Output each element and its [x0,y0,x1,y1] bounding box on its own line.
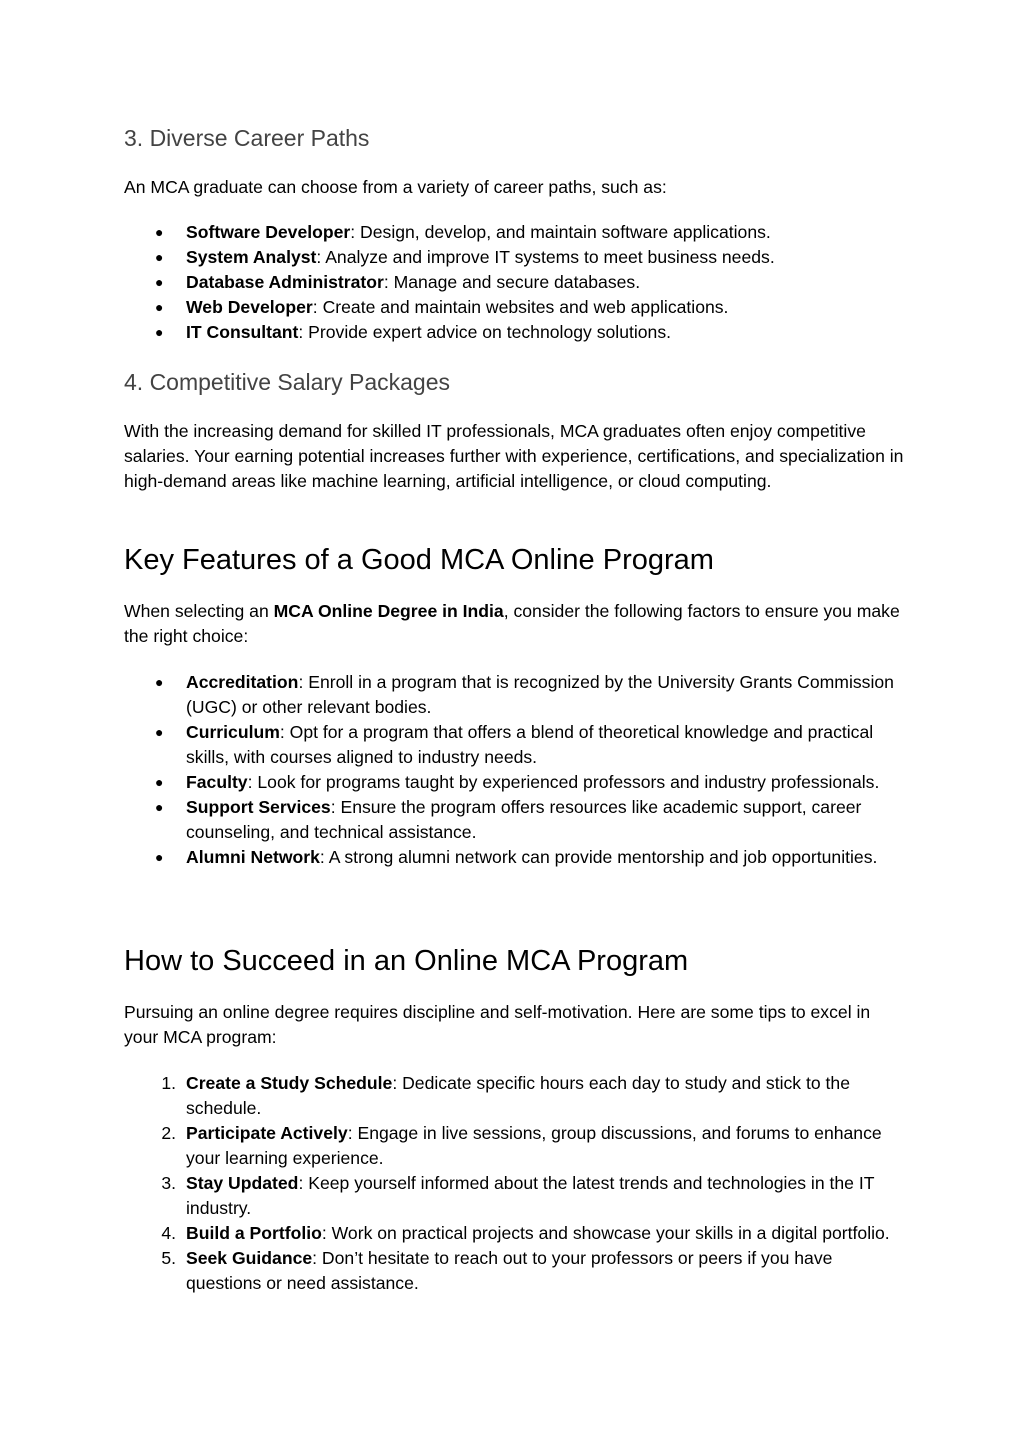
bullet-icon: ● [155,224,164,240]
list-item [124,1121,904,1171]
list-item-desc: : Provide expert advice on technology solutions. [298,322,672,342]
list-item-term: Web Developer [186,297,313,317]
list-item-desc: : Create and maintain websites and web applications. [312,297,729,317]
list-item-term: Faculty [186,772,248,792]
list-number: 3. [161,1173,176,1193]
list-item-desc: : Dedicate specific hours each day to study and stick to the schedule. [186,1073,850,1118]
list-item-term: Curriculum [186,722,280,742]
bullet-icon: ● [155,724,164,740]
list-item-desc: : Keep yourself informed about the latest trends and technologies in the IT industry. [186,1173,875,1218]
list-item [124,720,904,770]
succeed-heading: How to Succeed in an Online MCA Program [124,945,689,977]
list-item [124,770,904,795]
career-intro: An MCA graduate can choose from a variety of career paths, such as: [124,177,667,197]
bullet-icon: ● [155,274,164,290]
list-item [124,795,904,845]
list-item [124,1246,904,1296]
list-item-desc: : Enroll in a program that is recognized by the University Grants Commission (UGC) or other relevant bodies. [186,672,894,717]
succeed-intro: Pursuing an online degree requires discipline and self-motivation. Here are some tips to excel in your MCA program: [124,1002,871,1047]
bullet-icon: ● [155,674,164,690]
features-heading: Key Features of a Good MCA Online Program [124,544,714,576]
list-item [124,295,904,320]
list-item-desc: : Don’t hesitate to reach out to your professors or peers if you have questions or need assistance. [186,1248,833,1293]
list-item-desc: : Work on practical projects and showcase your skills in a digital portfolio. [321,1223,890,1243]
list-item [124,1171,904,1221]
bullet-icon: ● [155,849,164,865]
list-item-term: Alumni Network [186,847,320,867]
list-item-term: Seek Guidance [186,1248,313,1268]
career-list [124,220,904,345]
list-item-term: Create a Study Schedule [186,1073,393,1093]
features-intro-after: , consider the following factors to ensure you make the right choice: [124,601,900,646]
list-item-desc: : Opt for a program that offers a blend of theoretical knowledge and practical skills, with courses aligned to industry needs. [186,722,874,767]
list-item-term: IT Consultant [186,322,299,342]
salary-heading: 4. Competitive Salary Packages [124,369,450,395]
list-item-desc: : A strong alumni network can provide mentorship and job opportunities. [319,847,878,867]
list-item-term: Participate Actively [186,1123,348,1143]
list-number: 1. [161,1073,176,1093]
bullet-icon: ● [155,774,164,790]
list-item-term: Stay Updated [186,1173,299,1193]
list-item-term: Accreditation [186,672,299,692]
list-item-desc: : Manage and secure databases. [383,272,641,292]
features-intro-bold: MCA Online Degree in India [273,601,504,621]
list-item [124,270,904,295]
list-item-desc: : Analyze and improve IT systems to meet business needs. [316,247,775,267]
features-list [124,670,904,870]
features-intro-before: When selecting an [124,601,274,621]
list-item-desc: : Engage in live sessions, group discussions, and forums to enhance your learning experience. [186,1123,882,1168]
list-item [124,845,904,870]
list-number: 5. [161,1248,176,1268]
list-item [124,1071,904,1121]
salary-body: With the increasing demand for skilled IT professionals, MCA graduates often enjoy competitive salaries. Your earning potential increases further with experience, certifications, and specialization in high-demand areas like machine learning, artificial intelligence, or cloud computing. [124,421,904,491]
list-item [124,320,904,345]
list-item [124,220,904,245]
bullet-icon: ● [155,249,164,265]
bullet-icon: ● [155,799,164,815]
list-item [124,670,904,720]
list-item [124,245,904,270]
list-item-desc: : Look for programs taught by experienced professors and industry professionals. [247,772,880,792]
list-item-term: Build a Portfolio [186,1223,322,1243]
list-item-term: Support Services [186,797,331,817]
succeed-list [124,1071,904,1296]
list-item [124,1221,904,1246]
list-item-term: System Analyst [186,247,317,267]
list-item-desc: : Design, develop, and maintain software applications. [350,222,771,242]
list-item-desc: : Ensure the program offers resources like academic support, career counseling, and technical assistance. [186,797,862,842]
list-item-term: Database Administrator [186,272,384,292]
bullet-icon: ● [155,299,164,315]
list-number: 2. [161,1123,176,1143]
bullet-icon: ● [155,324,164,340]
list-number: 4. [161,1223,176,1243]
list-item-term: Software Developer [186,222,351,242]
features-intro [124,599,904,649]
career-heading: 3. Diverse Career Paths [124,125,370,151]
